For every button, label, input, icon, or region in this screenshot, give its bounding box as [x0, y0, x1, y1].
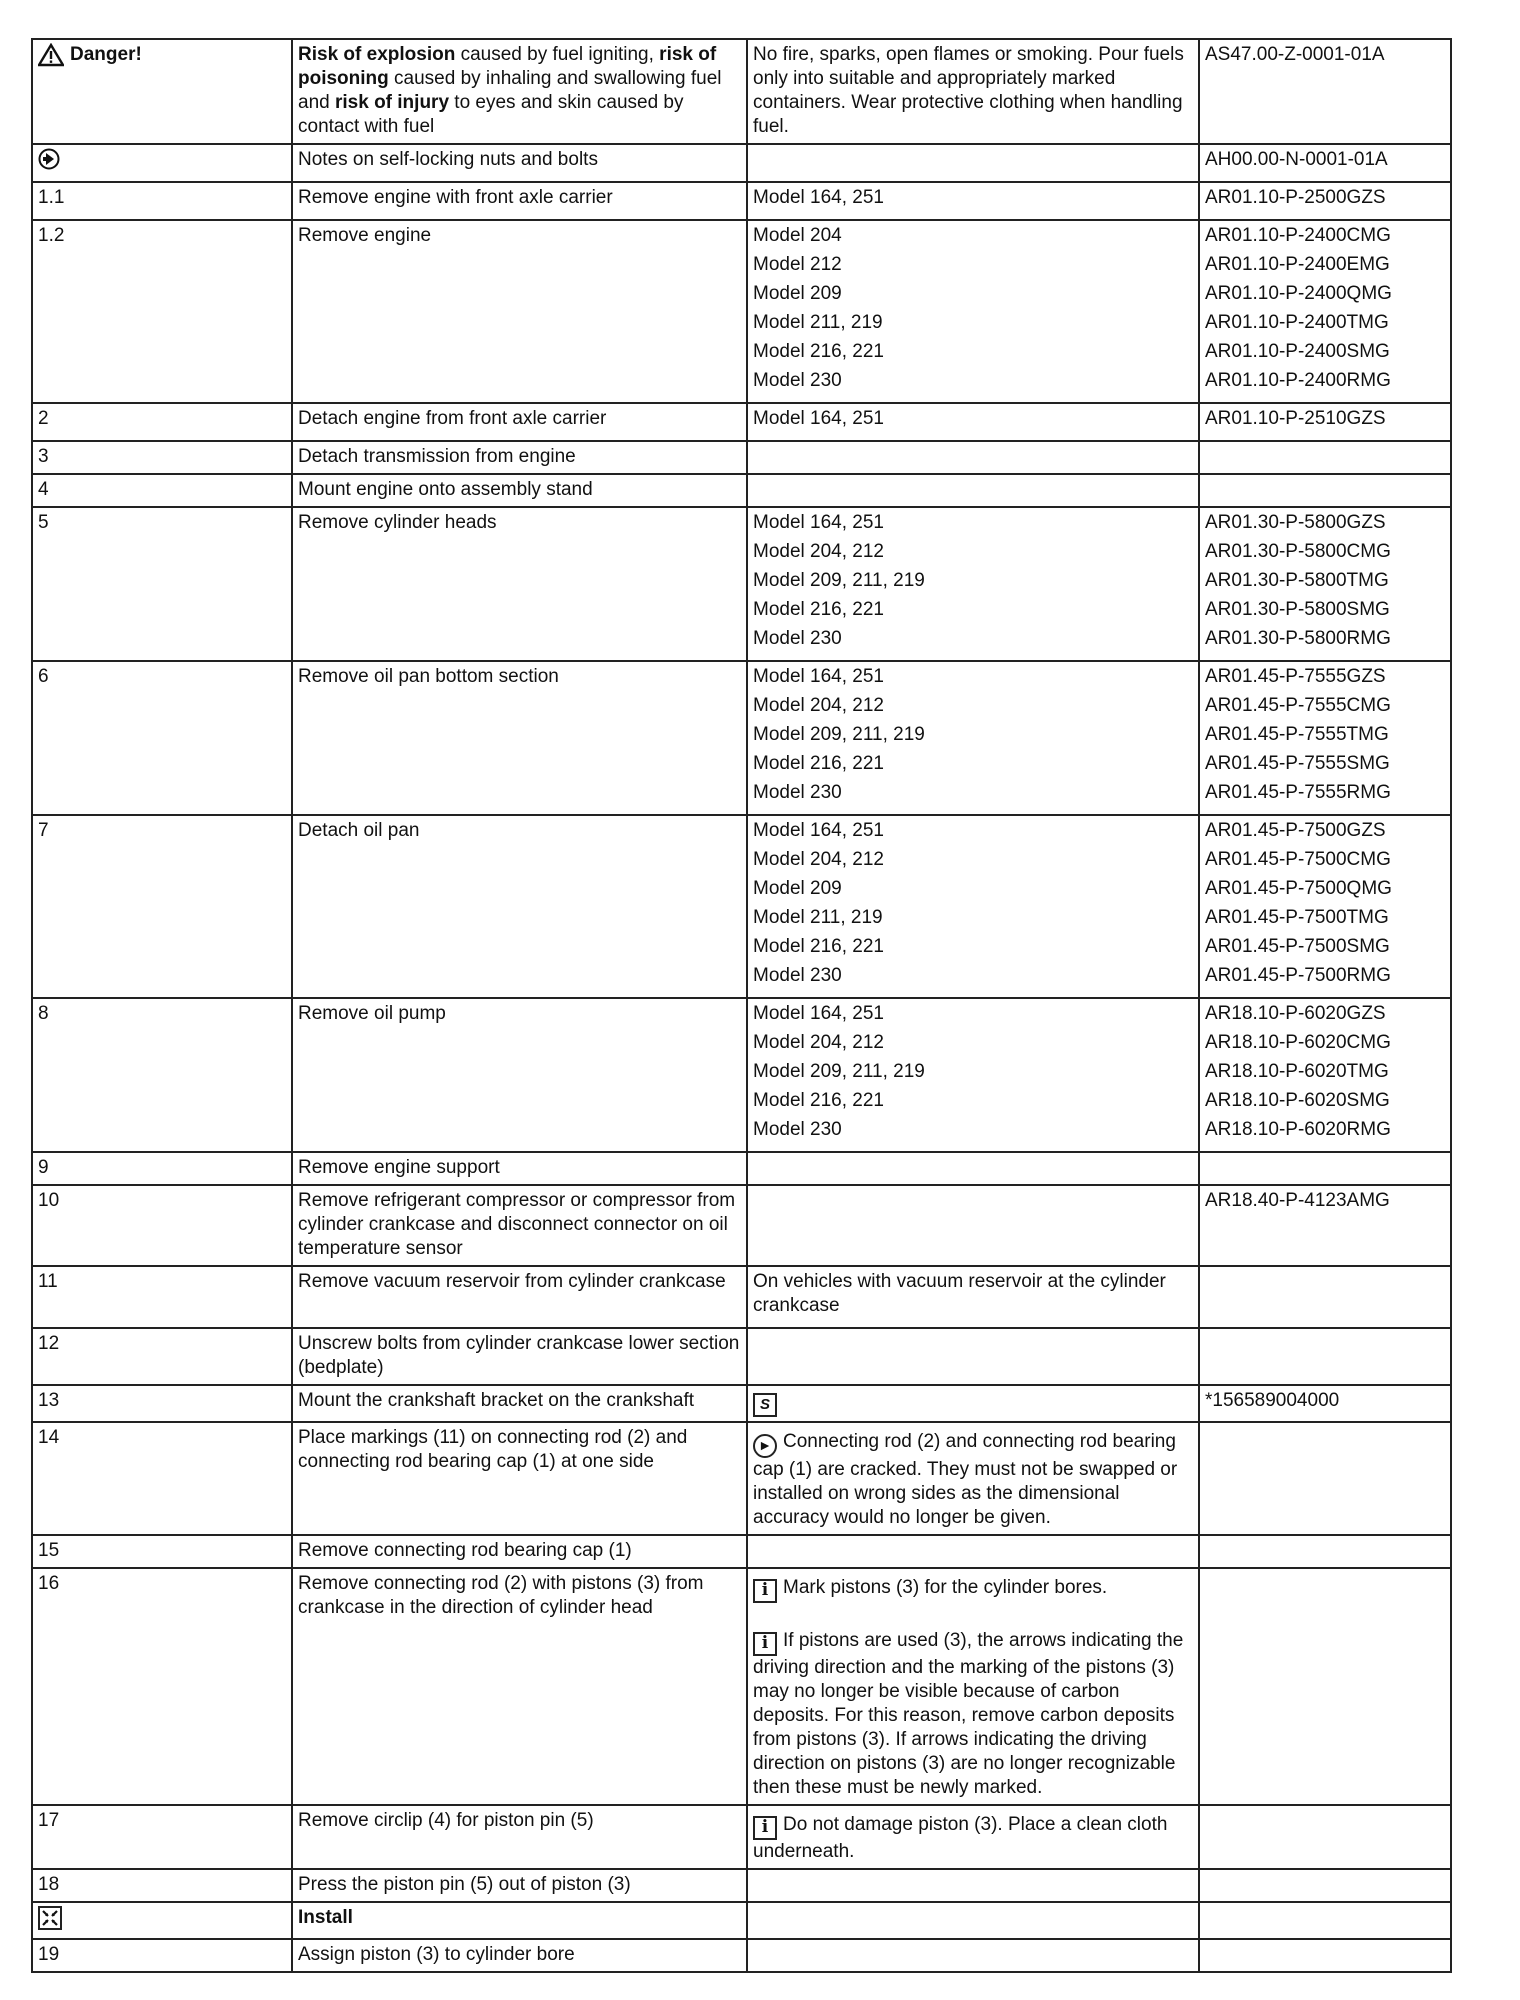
- step-text: Remove refrigerant compressor or compressor from cylinder crankcase and disconnect connector on oil temperature sensor: [292, 1185, 747, 1266]
- notes-arrow-icon: [38, 148, 60, 170]
- step-text: Remove engine support: [292, 1152, 747, 1185]
- notes-row: Notes on self-locking nuts and bolts AH00.00-N-0001-01A: [32, 144, 1451, 182]
- step-number: 2: [32, 403, 292, 441]
- model-item: Model 216, 221: [753, 599, 884, 620]
- model-item: Model 209, 211, 219: [753, 724, 925, 745]
- step-text: Remove cylinder heads: [292, 507, 747, 661]
- step-refs: [1199, 1266, 1451, 1328]
- doc-ref: AR01.45-P-7500RMG: [1205, 965, 1391, 986]
- doc-ref: AR01.45-P-7500CMG: [1205, 849, 1391, 870]
- step-text: Detach engine from front axle carrier: [292, 403, 747, 441]
- danger-row: [32, 39, 1451, 144]
- doc-ref: AR01.30-P-5800SMG: [1205, 599, 1390, 620]
- model-item: On vehicles with vacuum reservoir at the cylinder crankcase: [753, 1271, 1166, 1316]
- step-text: Remove connecting rod (2) with pistons (3) from crankcase in the direction of cylinder head: [292, 1568, 747, 1805]
- step-models: [747, 403, 1199, 441]
- model-item: Model 216, 221: [753, 753, 884, 774]
- step-models: [747, 1328, 1199, 1385]
- step-number: 5: [32, 507, 292, 661]
- step-text: Mount the crankshaft bracket on the crankshaft: [292, 1385, 747, 1422]
- step-text: Assign piston (3) to cylinder bore: [292, 1939, 747, 1972]
- step-text: Remove engine: [292, 220, 747, 403]
- model-item: Model 164, 251: [753, 820, 884, 841]
- step-number: 13: [32, 1385, 292, 1422]
- special-tool-icon: S: [753, 1393, 777, 1417]
- doc-ref: AR01.10-P-2400RMG: [1205, 370, 1391, 391]
- model-item: Model 211, 219: [753, 907, 883, 928]
- model-item: Model 230: [753, 1119, 842, 1140]
- note-cell: i Mark pistons (3) for the cylinder bores. i If pistons are used (3), the arrows indicating the driving direction and the marking of the pistons (3) may no longer be visible because of carbon deposits. For this reason, remove carbon deposits from pistons (3). If arrows indicating the driving direction on pistons (3) are no longer recognizable then these must be newly marked.: [747, 1568, 1199, 1805]
- model-item: Model 230: [753, 370, 842, 391]
- step-models: [747, 474, 1199, 507]
- model-item: Model 230: [753, 782, 842, 803]
- step-refs: [1199, 220, 1451, 403]
- step-text: Remove engine with front axle carrier: [292, 182, 747, 220]
- doc-ref: AR01.10-P-2510GZS: [1205, 408, 1386, 429]
- step-text: Remove oil pump: [292, 998, 747, 1152]
- note-cell: ► Connecting rod (2) and connecting rod bearing cap (1) are cracked. They must not be swapped or installed on wrong sides as the dimensional accuracy would no longer be given.: [747, 1422, 1199, 1535]
- table-row: [32, 474, 1451, 507]
- info-icon: i: [753, 1816, 777, 1840]
- step-number: 3: [32, 441, 292, 474]
- tool-cell: [747, 1385, 1199, 1422]
- notes-arrow-icon: ►: [753, 1434, 777, 1458]
- model-item: Model 209: [753, 283, 842, 304]
- doc-ref: AR18.10-P-6020CMG: [1205, 1032, 1391, 1053]
- step-number: 19: [32, 1939, 292, 1972]
- step-number: 6: [32, 661, 292, 815]
- doc-ref: AR01.45-P-7500TMG: [1205, 907, 1389, 928]
- model-item: Model 209, 211, 219: [753, 1061, 925, 1082]
- table-row: [32, 1385, 1451, 1422]
- step-number: 4: [32, 474, 292, 507]
- doc-ref: AR01.45-P-7555GZS: [1205, 666, 1386, 687]
- step-refs: [1199, 403, 1451, 441]
- table-row: [32, 403, 1451, 441]
- model-item: Model 204, 212: [753, 1032, 884, 1053]
- step-number: 17: [32, 1805, 292, 1869]
- step-number: 1.1: [32, 182, 292, 220]
- table-row: [32, 815, 1451, 998]
- step-number: 8: [32, 998, 292, 1152]
- model-item: Model 230: [753, 965, 842, 986]
- step-models: [747, 507, 1199, 661]
- table-row: [32, 1805, 1451, 1869]
- model-item: Model 216, 221: [753, 341, 884, 362]
- doc-ref: AR18.40-P-4123AMG: [1205, 1190, 1390, 1211]
- step-number: 14: [32, 1422, 292, 1535]
- table-row: [32, 1266, 1451, 1328]
- table-row: [32, 1328, 1451, 1385]
- step-number: 12: [32, 1328, 292, 1385]
- step-refs: [1199, 1185, 1451, 1266]
- model-item: Model 209, 211, 219: [753, 570, 925, 591]
- step-models: [747, 998, 1199, 1152]
- step-text: Press the piston pin (5) out of piston (3): [292, 1869, 747, 1902]
- step-text: Remove circlip (4) for piston pin (5): [292, 1805, 747, 1869]
- step-refs: [1199, 661, 1451, 815]
- model-item: Model 164, 251: [753, 512, 884, 533]
- doc-ref: AR01.10-P-2400QMG: [1205, 283, 1392, 304]
- step-refs: [1199, 182, 1451, 220]
- danger-ref: AS47.00-Z-0001-01A: [1199, 39, 1451, 144]
- model-item: Model 209: [753, 878, 842, 899]
- step-refs: [1199, 474, 1451, 507]
- model-item: Model 204, 212: [753, 541, 884, 562]
- doc-ref: AR18.10-P-6020GZS: [1205, 1003, 1386, 1024]
- step-models: [747, 815, 1199, 998]
- install-row: [32, 1902, 1451, 1939]
- table-row: [32, 661, 1451, 815]
- step-text: Detach transmission from engine: [292, 441, 747, 474]
- table-row: [32, 998, 1451, 1152]
- step-number: 15: [32, 1535, 292, 1568]
- step-number: 16: [32, 1568, 292, 1805]
- doc-ref: AR18.10-P-6020RMG: [1205, 1119, 1391, 1140]
- warning-triangle-icon: [38, 43, 64, 67]
- step-number: 7: [32, 815, 292, 998]
- step-number: 10: [32, 1185, 292, 1266]
- doc-ref: AR01.30-P-5800GZS: [1205, 512, 1386, 533]
- step-models: [747, 1266, 1199, 1328]
- model-item: Model 164, 251: [753, 187, 884, 208]
- step-text: Mount engine onto assembly stand: [292, 474, 747, 507]
- doc-ref: AR18.10-P-6020SMG: [1205, 1090, 1390, 1111]
- doc-ref: AR01.10-P-2500GZS: [1205, 187, 1386, 208]
- doc-ref: AR01.45-P-7555TMG: [1205, 724, 1389, 745]
- step-number: [32, 1902, 292, 1939]
- step-text: Remove oil pan bottom section: [292, 661, 747, 815]
- model-item: Model 211, 219: [753, 312, 883, 333]
- table-row: [32, 1422, 1451, 1535]
- step-models: [747, 1152, 1199, 1185]
- doc-ref: AR01.45-P-7500QMG: [1205, 878, 1392, 899]
- model-item: Model 164, 251: [753, 1003, 884, 1024]
- step-text: Install: [292, 1902, 747, 1939]
- model-item: Model 164, 251: [753, 666, 884, 687]
- danger-label: Danger!: [38, 43, 286, 67]
- step-number: 1.2: [32, 220, 292, 403]
- doc-ref: AR01.30-P-5800TMG: [1205, 570, 1389, 591]
- model-item: Model 216, 221: [753, 1090, 884, 1111]
- table-row: [32, 182, 1451, 220]
- step-refs: [1199, 815, 1451, 998]
- doc-ref: AR01.10-P-2400CMG: [1205, 225, 1391, 246]
- model-item: Model 164, 251: [753, 408, 884, 429]
- info-icon: i: [753, 1632, 777, 1656]
- step-refs: [1199, 1152, 1451, 1185]
- step-refs: [1199, 1328, 1451, 1385]
- table-row: [32, 507, 1451, 661]
- table-row: [32, 220, 1451, 403]
- step-number: 11: [32, 1266, 292, 1328]
- doc-ref: AR01.10-P-2400EMG: [1205, 254, 1390, 275]
- model-item: Model 204: [753, 225, 842, 246]
- doc-ref: AR01.10-P-2400SMG: [1205, 341, 1390, 362]
- model-item: Model 230: [753, 628, 842, 649]
- model-item: Model 216, 221: [753, 936, 884, 957]
- doc-ref: AR18.10-P-6020TMG: [1205, 1061, 1389, 1082]
- step-refs: [1199, 507, 1451, 661]
- step-text: Place markings (11) on connecting rod (2) and connecting rod bearing cap (1) at one side: [292, 1422, 747, 1535]
- doc-ref: AR01.45-P-7555SMG: [1205, 753, 1390, 774]
- step-text: Remove connecting rod bearing cap (1): [292, 1535, 747, 1568]
- danger-risk-text: Risk of explosion caused by fuel igniting, risk of poisoning caused by inhaling and swallowing fuel and risk of injury to eyes and skin caused by contact with fuel: [292, 39, 747, 144]
- step-refs: [1199, 998, 1451, 1152]
- danger-measures: No fire, sparks, open flames or smoking. Pour fuels only into suitable and appropriately marked containers. Wear protective clothing when handling fuel.: [747, 39, 1199, 144]
- step-models: [747, 182, 1199, 220]
- note-cell: i Do not damage piston (3). Place a clean cloth underneath.: [747, 1805, 1199, 1869]
- model-item: Model 204, 212: [753, 849, 884, 870]
- step-number: 18: [32, 1869, 292, 1902]
- table-row: [32, 1939, 1451, 1972]
- step-refs: [1199, 441, 1451, 474]
- procedure-table: [31, 38, 1452, 1973]
- step-text: Remove vacuum reservoir from cylinder crankcase: [292, 1266, 747, 1328]
- table-row: [32, 1152, 1451, 1185]
- table-row: [32, 1568, 1451, 1805]
- doc-ref: AR01.45-P-7500GZS: [1205, 820, 1386, 841]
- info-icon: i: [753, 1579, 777, 1603]
- table-row: [32, 441, 1451, 474]
- step-models: [747, 1185, 1199, 1266]
- step-models: [747, 661, 1199, 815]
- step-number: 9: [32, 1152, 292, 1185]
- doc-ref: AR01.30-P-5800CMG: [1205, 541, 1391, 562]
- doc-ref: AR01.30-P-5800RMG: [1205, 628, 1391, 649]
- doc-ref: AR01.10-P-2400TMG: [1205, 312, 1389, 333]
- model-item: Model 204, 212: [753, 695, 884, 716]
- table-row: [32, 1869, 1451, 1902]
- install-icon: [38, 1906, 62, 1930]
- step-models: [747, 220, 1199, 403]
- doc-ref: AR01.45-P-7555CMG: [1205, 695, 1391, 716]
- tool-ref: *156589004000: [1199, 1385, 1451, 1422]
- step-text: Detach oil pan: [292, 815, 747, 998]
- model-item: Model 212: [753, 254, 842, 275]
- doc-ref: AR01.45-P-7555RMG: [1205, 782, 1391, 803]
- table-row: [32, 1185, 1451, 1266]
- step-text: Unscrew bolts from cylinder crankcase lower section (bedplate): [292, 1328, 747, 1385]
- step-models: [747, 441, 1199, 474]
- doc-ref: AR01.45-P-7500SMG: [1205, 936, 1390, 957]
- table-row: [32, 1535, 1451, 1568]
